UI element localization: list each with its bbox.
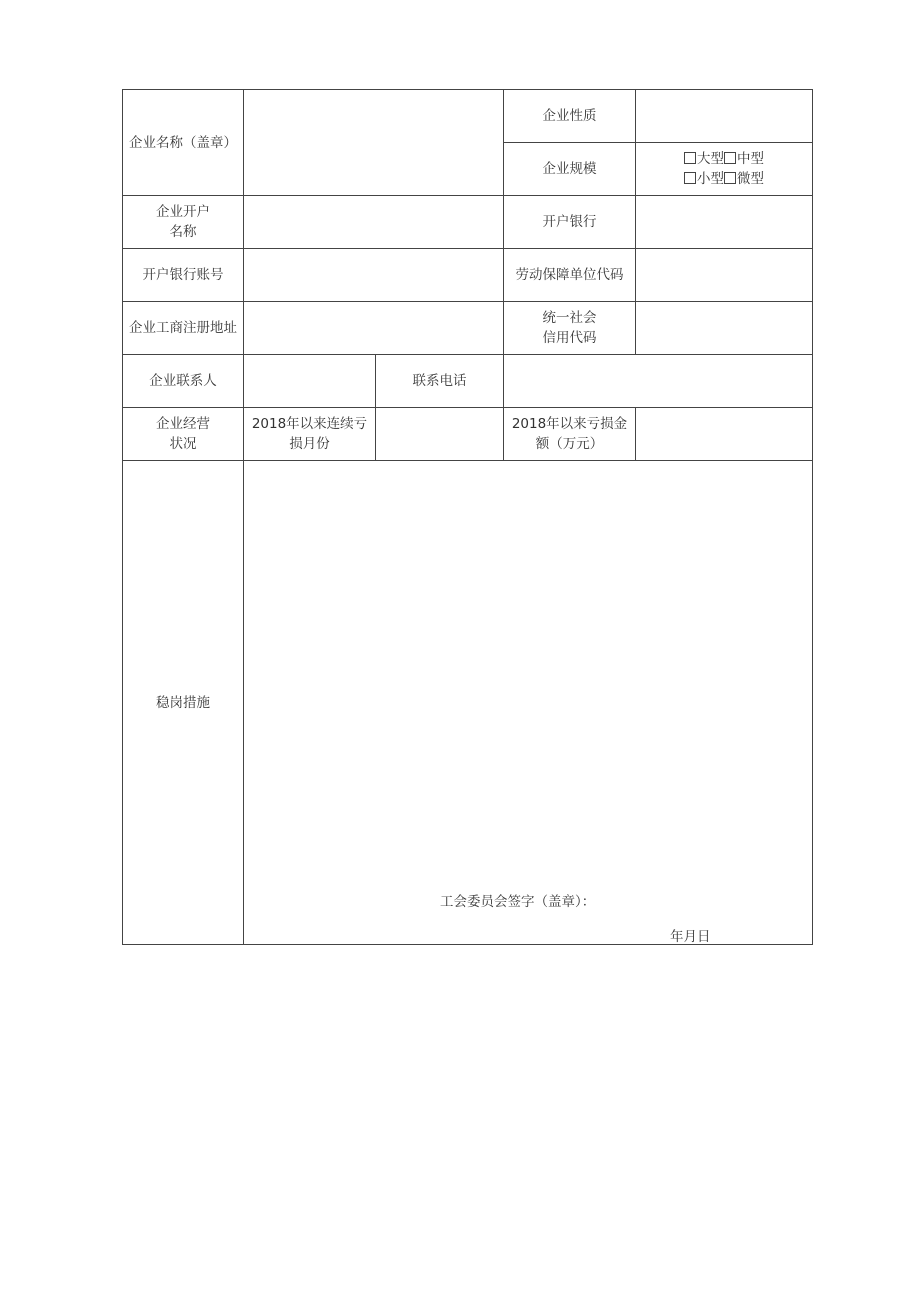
enterprise-info-form — [122, 89, 813, 945]
company-scale-label: 企业规模 — [504, 143, 636, 196]
contact-label: 企业联系人 — [123, 355, 244, 408]
measures-label: 稳岗措施 — [123, 461, 244, 945]
company-nature-field[interactable] — [636, 90, 813, 143]
contact-field[interactable] — [244, 355, 376, 408]
registered-address-field[interactable] — [244, 302, 504, 355]
labor-unit-code-label: 劳动保障单位代码 — [504, 249, 636, 302]
scale-option-micro[interactable]: 微型 — [724, 171, 764, 187]
account-name-field[interactable] — [244, 196, 504, 249]
company-name-field[interactable] — [244, 90, 504, 196]
scale-option-large[interactable]: 大型 — [684, 151, 724, 167]
company-scale-options — [636, 143, 813, 196]
company-name-label: 企业名称（盖章） — [123, 90, 244, 196]
account-name-label: 企业开户 名称 — [123, 196, 244, 249]
loss-amount-field[interactable] — [636, 408, 813, 461]
loss-amount-label: 2018年以来亏损金额（万元） — [504, 408, 636, 461]
checkbox-icon[interactable] — [684, 172, 696, 184]
scale-option-medium[interactable]: 中型 — [724, 151, 764, 167]
measures-field[interactable] — [244, 461, 813, 945]
checkbox-icon[interactable] — [724, 172, 736, 184]
credit-code-label: 统一社会 信用代码 — [504, 302, 636, 355]
bank-field[interactable] — [636, 196, 813, 249]
date-label: 年月日 — [670, 929, 711, 945]
checkbox-icon[interactable] — [684, 152, 696, 164]
credit-code-field[interactable] — [636, 302, 813, 355]
bank-label: 开户银行 — [504, 196, 636, 249]
phone-field[interactable] — [504, 355, 813, 408]
loss-months-label: 2018年以来连续亏损月份 — [244, 408, 376, 461]
bank-account-label: 开户银行账号 — [123, 249, 244, 302]
bank-account-field[interactable] — [244, 249, 504, 302]
loss-months-field[interactable] — [376, 408, 504, 461]
scale-option-small[interactable]: 小型 — [684, 171, 724, 187]
registered-address-label: 企业工商注册地址 — [123, 302, 244, 355]
company-nature-label: 企业性质 — [504, 90, 636, 143]
labor-unit-code-field[interactable] — [636, 249, 813, 302]
signature-label: 工会委员会签字（盖章）： — [440, 894, 596, 910]
operation-label: 企业经营 状况 — [123, 408, 244, 461]
checkbox-icon[interactable] — [724, 152, 736, 164]
phone-label: 联系电话 — [376, 355, 504, 408]
